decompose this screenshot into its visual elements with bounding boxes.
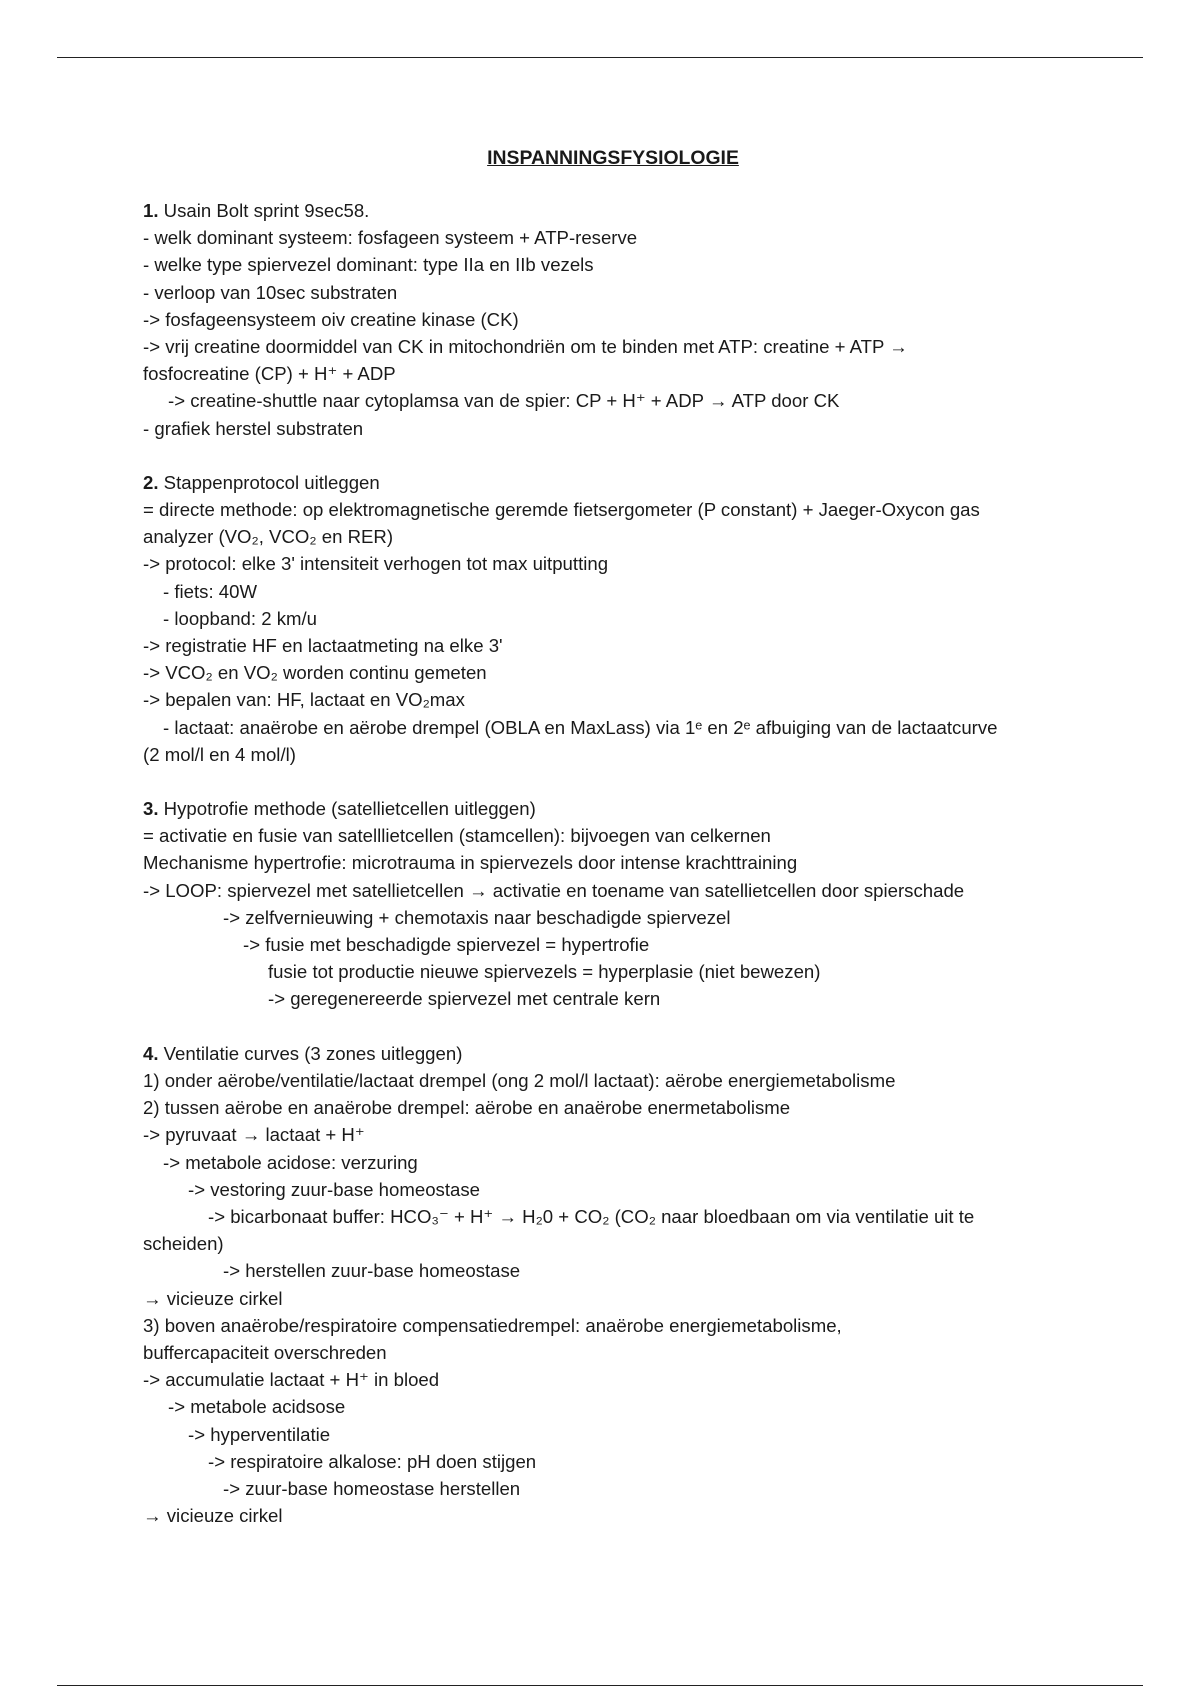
text-line: -> accumulatie lactaat + H⁺ in bloed xyxy=(143,1369,440,1391)
text-line: -> bicarbonaat buffer: HCO₃⁻ + H⁺ → H₂0 + CO₂ (CO₂ naar bloedbaan om via ventilatie uit te xyxy=(208,1205,975,1227)
text-line: (2 mol/l en 4 mol/l) xyxy=(143,743,296,765)
text-line: Mechanisme hypertrofie: microtrauma in spiervezels door intense krachttraining xyxy=(143,852,798,874)
text-line: 1) onder aërobe/ventilatie/lactaat drempel (ong 2 mol/l lactaat): aërobe energiemetabolisme xyxy=(143,1069,896,1091)
text-line: -> herstellen zuur-base homeostase xyxy=(223,1260,521,1282)
text-line: - grafiek herstel substraten xyxy=(143,417,364,439)
text-line: -> respiratoire alkalose: pH doen stijgen xyxy=(208,1450,537,1472)
text-line: 3) boven anaërobe/respiratoire compensatiedrempel: anaërobe energiemetabolisme, xyxy=(143,1314,842,1336)
text-line: -> zelfvernieuwing + chemotaxis naar beschadigde spiervezel xyxy=(223,906,731,928)
text-line: = activatie en fusie van satelllietcellen (stamcellen): bijvoegen van celkernen xyxy=(143,825,771,847)
section-heading-text: Stappenprotocol uitleggen xyxy=(158,471,380,493)
section-heading xyxy=(143,197,1083,224)
text-line: -> metabole acidose: verzuring xyxy=(163,1151,418,1173)
section-number: 2. xyxy=(143,471,159,493)
text-line: -> zuur-base homeostase herstellen xyxy=(223,1477,521,1499)
section-heading-text: Usain Bolt sprint 9sec58. xyxy=(158,200,370,221)
text-line: - fiets: 40W xyxy=(163,580,258,602)
top-rule xyxy=(57,57,1143,58)
section-3 xyxy=(143,795,1083,1013)
text-line: fosfocreatine (CP) + H⁺ + ADP xyxy=(143,363,396,385)
text-line: fusie tot productie nieuwe spiervezels = hyperplasie (niet bewezen) xyxy=(268,961,821,983)
section-heading xyxy=(143,795,1083,822)
text-line: -> hyperventilatie xyxy=(188,1423,331,1445)
section-heading xyxy=(143,469,1083,496)
text-line: -> metabole acidsose xyxy=(168,1396,346,1418)
page-title: INSPANNINGSFYSIOLOGIE xyxy=(487,147,739,169)
text-line: → vicieuze cirkel xyxy=(143,1505,283,1527)
text-line: -> LOOP: spiervezel met satellietcellen → activatie en toename van satellietcellen door spierschade xyxy=(143,879,965,901)
text-line: -> VCO₂ en VO₂ worden continu gemeten xyxy=(143,662,487,684)
text-line: analyzer (VO₂, VCO₂ en RER) xyxy=(143,526,394,548)
text-line: -> vestoring zuur-base homeostase xyxy=(188,1178,480,1200)
bottom-rule xyxy=(57,1685,1143,1686)
section-heading-text: Hypotrofie methode (satellietcellen uitleggen) xyxy=(158,798,536,820)
section-heading xyxy=(143,1040,1083,1067)
document-body xyxy=(143,145,1083,1556)
section-heading-text: Ventilatie curves (3 zones uitleggen) xyxy=(158,1042,463,1064)
text-line: -> pyruvaat → lactaat + H⁺ xyxy=(143,1124,365,1146)
text-line: → vicieuze cirkel xyxy=(143,1287,283,1309)
text-line: -> creatine-shuttle naar cytoplamsa van de spier: CP + H⁺ + ADP → ATP door CK xyxy=(168,390,840,412)
text-line: -> protocol: elke 3' intensiteit verhogen tot max uitputting xyxy=(143,553,609,575)
text-line: 2) tussen aërobe en anaërobe drempel: aërobe en anaërobe enermetabolisme xyxy=(143,1097,791,1119)
section-1 xyxy=(143,197,1083,442)
text-line: buffercapaciteit overschreden xyxy=(143,1341,387,1363)
section-number: 1. xyxy=(143,200,159,221)
text-line: - welk dominant systeem: fosfageen systeem + ATP-reserve xyxy=(143,227,638,249)
text-line: - welke type spiervezel dominant: type IIa en IIb vezels xyxy=(143,254,594,276)
section-number: 4. xyxy=(143,1042,159,1064)
text-line: - lactaat: anaërobe en aërobe drempel (OBLA en MaxLass) via 1ᵉ en 2ᵉ afbuiging van de lactaatcurve xyxy=(163,716,998,738)
section-2 xyxy=(143,469,1083,768)
text-line: = directe methode: op elektromagnetische geremde fietsergometer (P constant) + Jaeger-Oxycon gas xyxy=(143,499,980,521)
text-line: - verloop van 10sec substraten xyxy=(143,281,398,303)
section-number: 3. xyxy=(143,798,159,820)
text-line: - loopband: 2 km/u xyxy=(163,607,318,629)
text-line: -> geregenereerde spiervezel met centrale kern xyxy=(268,988,661,1010)
section-4 xyxy=(143,1040,1083,1530)
text-line: -> registratie HF en lactaatmeting na elke 3' xyxy=(143,635,503,657)
text-line: -> vrij creatine doormiddel van CK in mitochondriën om te binden met ATP: creatine + ATP → xyxy=(143,336,908,358)
text-line: -> fosfageensysteem oiv creatine kinase (CK) xyxy=(143,308,519,330)
text-line: scheiden) xyxy=(143,1233,224,1255)
text-line: -> bepalen van: HF, lactaat en VO₂max xyxy=(143,689,465,711)
text-line: -> fusie met beschadigde spiervezel = hypertrofie xyxy=(243,934,650,956)
